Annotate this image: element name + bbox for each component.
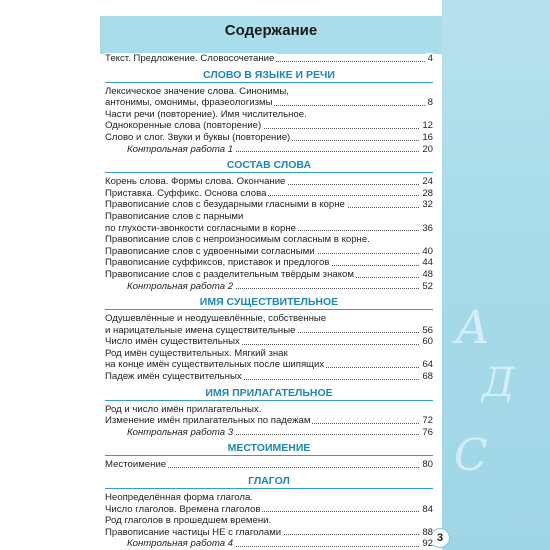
toc-entry-title: Правописание слов с безударными гласными в корне <box>105 199 345 211</box>
toc-entry[interactable] <box>105 246 433 258</box>
toc-entry-page: 72 <box>422 415 433 427</box>
toc-entry[interactable] <box>105 404 433 416</box>
toc-entry-page: 68 <box>422 371 433 383</box>
toc-entry[interactable] <box>105 176 433 188</box>
toc-entry-page: 56 <box>422 324 433 336</box>
toc-entry-page: 12 <box>422 120 433 132</box>
decorative-side-strip <box>442 0 550 550</box>
toc-entry-title: Текст. Предложение. Словосочетание <box>105 53 275 64</box>
toc-entry[interactable] <box>105 223 433 235</box>
toc-entry-page: 48 <box>422 268 433 280</box>
toc-entry-title: Слово и слог. Звуки и буквы (повторение) <box>105 131 291 143</box>
toc-control-work[interactable] <box>105 538 433 550</box>
toc-entry-title: на конце имён существительных после шипящих <box>105 359 325 371</box>
toc-entry-title: Контрольная работа 3 <box>105 427 235 439</box>
toc-entry-title: Род имён существительных. Мягкий знак <box>105 347 288 359</box>
toc-entry[interactable] <box>105 53 433 65</box>
toc-entry[interactable] <box>105 515 433 527</box>
toc-control-work[interactable] <box>105 144 433 156</box>
toc-entry-title: Род глаголов в прошедшем времени. <box>105 515 272 527</box>
decorative-script-letter: Д <box>482 360 515 406</box>
toc-entry-page: 88 <box>422 526 433 538</box>
toc-entry-title: Части речи (повторение). Имя числительное. <box>105 108 307 120</box>
toc-entry[interactable] <box>105 97 433 109</box>
toc-entry[interactable] <box>105 211 433 223</box>
toc-entry-title: Контрольная работа 2 <box>105 281 235 293</box>
toc-entry-page: 64 <box>422 359 433 371</box>
toc-entry-title: Правописание слов с разделительным твёрдым знаком <box>105 268 354 280</box>
toc-entry-page: 92 <box>422 538 433 550</box>
toc-entry[interactable] <box>105 86 433 98</box>
toc-entry-title: Неопределённая форма глагола. <box>105 492 253 504</box>
toc-entry-title: Падеж имён существительных <box>105 371 242 383</box>
toc-entry[interactable] <box>105 459 433 471</box>
toc-entry-title: Правописание слов с удвоенными согласными <box>105 245 315 257</box>
toc-entry-title: Приставка. Суффикс. Основа слова <box>105 187 267 199</box>
toc-entry-title: Число глаголов. Времена глаголов <box>105 503 261 515</box>
toc-entry-page: 8 <box>427 97 433 109</box>
toc-entry-page: 52 <box>422 280 433 292</box>
decorative-script-letter: С <box>454 430 488 481</box>
toc-entry[interactable] <box>105 336 433 348</box>
toc-entry-title: Правописание частицы НЕ с глаголами <box>105 526 282 538</box>
toc-entry[interactable] <box>105 313 433 325</box>
toc-entry[interactable] <box>105 359 433 371</box>
toc-entry[interactable] <box>105 371 433 383</box>
toc-entry-title: Изменение имён прилагательных по падежам <box>105 415 311 427</box>
toc-entry[interactable] <box>105 348 433 360</box>
toc-entry[interactable] <box>105 120 433 132</box>
toc-entry-title: Лексическое значение слова. Синонимы, <box>105 85 289 97</box>
toc-control-work[interactable] <box>105 281 433 293</box>
toc-entry[interactable] <box>105 527 433 539</box>
toc-entry-page: 60 <box>422 336 433 348</box>
toc-entry-page: 76 <box>422 426 433 438</box>
toc-entry-title: и нарицательные имена существительные <box>105 324 296 336</box>
toc-control-work[interactable] <box>105 427 433 439</box>
section-heading: ИМЯ ПРИЛАГАТЕЛЬНОЕ <box>105 386 433 401</box>
toc-entry-title: Правописание суффиксов, приставок и предлогов <box>105 257 330 269</box>
decorative-script-letter: A <box>456 300 490 354</box>
toc-entry[interactable] <box>105 199 433 211</box>
page-number-badge: 3 <box>430 528 450 548</box>
toc-entry-title: Число имён существительных <box>105 336 240 348</box>
toc-header-band <box>100 16 442 54</box>
toc-entry[interactable] <box>105 132 433 144</box>
toc-entry-title: Однокоренные слова (повторение) <box>105 120 262 132</box>
toc-entry[interactable] <box>105 234 433 246</box>
toc-entry-title: по глухости-звонкости согласными в корне <box>105 222 296 234</box>
toc-entry-title: Контрольная работа 4 <box>105 538 235 550</box>
toc-entry[interactable] <box>105 269 433 281</box>
toc-entry[interactable] <box>105 415 433 427</box>
toc-entry-page: 84 <box>422 503 433 515</box>
toc-entry-page: 32 <box>422 199 433 211</box>
toc-entry-title: Корень слова. Формы слова. Окончание <box>105 176 286 188</box>
section-heading: ГЛАГОЛ <box>105 474 433 489</box>
toc-entry[interactable] <box>105 504 433 516</box>
toc-entry-title: Род и число имён прилагательных. <box>105 403 262 415</box>
toc-entry-page: 24 <box>422 176 433 188</box>
toc-entry[interactable] <box>105 109 433 121</box>
toc-entry-page: 80 <box>422 459 433 471</box>
section-heading: СОСТАВ СЛОВА <box>105 158 433 173</box>
toc-entry-title: Местоимение <box>105 459 167 471</box>
toc-entry[interactable] <box>105 492 433 504</box>
book-page <box>100 14 442 550</box>
section-heading: МЕСТОИМЕНИЕ <box>105 441 433 456</box>
section-heading: СЛОВО В ЯЗЫКЕ И РЕЧИ <box>105 68 433 83</box>
toc-entry-title: Правописание слов с непроизносимым согласным в корне. <box>105 234 370 246</box>
toc-entry-title: антонимы, омонимы, фразеологизмы <box>105 97 273 109</box>
page-title: Содержание <box>224 22 318 39</box>
toc-entry[interactable] <box>105 325 433 337</box>
table-of-contents <box>105 53 433 550</box>
toc-entry[interactable] <box>105 257 433 269</box>
toc-entry-page: 16 <box>422 131 433 143</box>
section-heading: ИМЯ СУЩЕСТВИТЕЛЬНОЕ <box>105 295 433 310</box>
toc-entry-title: Одушевлённые и неодушевлённые, собственные <box>105 313 327 325</box>
toc-entry-page: 36 <box>422 222 433 234</box>
toc-entry-page: 28 <box>422 187 433 199</box>
toc-entry-page: 44 <box>422 257 433 269</box>
toc-entry-page: 4 <box>427 53 433 64</box>
toc-entry-title: Правописание слов с парными <box>105 210 244 222</box>
toc-entry-page: 40 <box>422 245 433 257</box>
toc-entry-title: Контрольная работа 1 <box>105 144 235 156</box>
toc-entry-page: 20 <box>422 143 433 155</box>
toc-entry[interactable] <box>105 188 433 200</box>
